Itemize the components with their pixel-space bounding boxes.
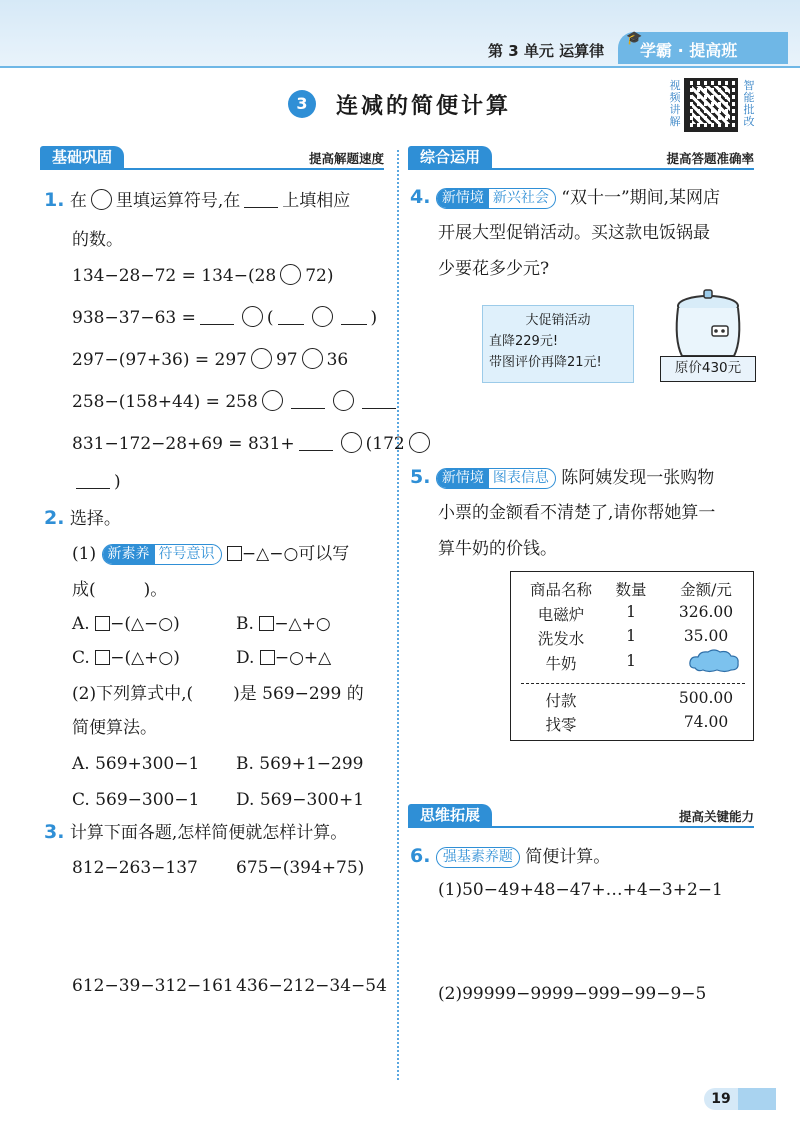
graduation-cap-icon: 🎓 bbox=[626, 31, 643, 46]
payment-amount: 500.00 bbox=[678, 689, 734, 707]
item-amount: 326.00 bbox=[678, 603, 734, 621]
tag-badge bbox=[102, 544, 222, 565]
option-2b[interactable]: B. 569+1−299 bbox=[236, 754, 364, 774]
shopping-receipt bbox=[510, 571, 754, 741]
promo-line: 直降229元! bbox=[489, 334, 559, 349]
square-icon bbox=[95, 650, 110, 665]
q4-line3: 少要花多少元? bbox=[438, 259, 550, 279]
answer-circle[interactable] bbox=[91, 189, 112, 210]
badge-main: 新素养 bbox=[103, 545, 155, 564]
q5-line1 bbox=[410, 465, 714, 490]
question-number: 5. bbox=[410, 466, 431, 488]
option-label: C. bbox=[72, 648, 96, 668]
expr-text: 938−37−63 = bbox=[72, 308, 196, 328]
badge-sub: 符号意识 bbox=[158, 546, 215, 562]
section-extend bbox=[408, 804, 754, 828]
item-name: 牛奶 bbox=[545, 655, 577, 673]
receipt-payment bbox=[511, 689, 755, 713]
receipt-row bbox=[511, 603, 755, 627]
answer-circle[interactable] bbox=[409, 432, 430, 453]
q2-text: (2)下列算式中,( bbox=[72, 684, 194, 704]
answer-blank[interactable] bbox=[299, 433, 333, 451]
q1-line2: 的数。 bbox=[72, 230, 123, 250]
q3-title bbox=[44, 820, 347, 845]
q2-title bbox=[44, 506, 121, 531]
expr-text: 36 bbox=[326, 350, 349, 370]
item-qty: 1 bbox=[626, 652, 636, 670]
q2-text: )是 569−299 的 bbox=[233, 684, 364, 704]
section-tag: 基础巩固 bbox=[40, 146, 124, 168]
qr-code-icon[interactable] bbox=[684, 78, 738, 132]
q3-title-text: 计算下面各题,怎样简便就怎样计算。 bbox=[69, 823, 348, 843]
q5-line2: 小票的金额看不清楚了,请你帮她算一 bbox=[438, 503, 716, 523]
expr-text: ) bbox=[114, 472, 121, 492]
part-number: (1) bbox=[72, 544, 97, 564]
q1-expr5 bbox=[72, 432, 434, 456]
q6-title-text: 简便计算。 bbox=[525, 847, 611, 867]
answer-blank[interactable] bbox=[291, 391, 325, 409]
q1-expr4 bbox=[72, 390, 400, 414]
header-divider bbox=[0, 66, 800, 68]
lesson-number: 3 bbox=[288, 90, 316, 118]
q2-text: )。 bbox=[143, 580, 168, 600]
header-amount: 金额/元 bbox=[680, 581, 732, 599]
item-qty: 1 bbox=[626, 627, 636, 645]
answer-circle[interactable] bbox=[280, 264, 301, 285]
question-number: 1. bbox=[44, 189, 65, 211]
q1-expr5-cont bbox=[72, 470, 121, 494]
q1-line1 bbox=[44, 188, 350, 213]
answer-circle[interactable] bbox=[242, 306, 263, 327]
section-tag: 综合运用 bbox=[408, 146, 492, 168]
brand-banner bbox=[618, 32, 788, 64]
option-b[interactable] bbox=[236, 612, 331, 636]
change-label: 找零 bbox=[545, 716, 577, 734]
question-number: 6. bbox=[410, 845, 431, 867]
option-2a[interactable]: A. 569+300−1 bbox=[72, 754, 200, 774]
q6-title bbox=[410, 844, 610, 869]
square-icon bbox=[259, 616, 274, 631]
q1-text: 在 bbox=[69, 191, 87, 211]
option-text: −(△+○) bbox=[110, 648, 180, 668]
answer-circle[interactable] bbox=[251, 348, 272, 369]
q6-part1: (1)50−49+48−47+…+4−3+2−1 bbox=[438, 880, 723, 900]
section-subtitle: 提高答题准确率 bbox=[666, 151, 754, 166]
option-text: −△+○ bbox=[274, 614, 331, 634]
expr-text: ) bbox=[370, 308, 378, 328]
header-name: 商品名称 bbox=[529, 581, 592, 599]
q2-text: −△−○可以写 bbox=[241, 544, 350, 564]
lesson-title: 连减的简便计算 bbox=[336, 94, 512, 119]
answer-circle[interactable] bbox=[341, 432, 362, 453]
q1-expr2 bbox=[72, 306, 377, 330]
q2-text: 成( bbox=[72, 580, 96, 600]
unit-label: 第 3 单元 运算律 bbox=[488, 42, 605, 60]
page-number: 19 bbox=[704, 1088, 738, 1110]
square-icon bbox=[260, 650, 275, 665]
payment-label: 付款 bbox=[545, 692, 577, 710]
q3-expr4: 436−212−34−54 bbox=[236, 976, 387, 996]
promo-box bbox=[482, 305, 634, 383]
item-name: 洗发水 bbox=[537, 630, 585, 648]
option-2d[interactable]: D. 569−300+1 bbox=[236, 790, 365, 810]
page-number-strip bbox=[738, 1088, 776, 1110]
expr-text: 97 bbox=[275, 350, 298, 370]
expr-text: 134−28−72 = 134−(28 bbox=[72, 266, 277, 286]
option-label: A. bbox=[72, 614, 96, 634]
answer-blank[interactable] bbox=[341, 307, 367, 325]
item-amount: 35.00 bbox=[683, 627, 729, 645]
answer-circle[interactable] bbox=[312, 306, 333, 327]
answer-blank[interactable] bbox=[362, 391, 396, 409]
expr-text: 72) bbox=[305, 266, 334, 286]
option-a[interactable] bbox=[72, 612, 180, 636]
q4-text: “双十一”期间,某网店 bbox=[561, 188, 721, 208]
q1-expr3 bbox=[72, 348, 348, 372]
section-rule bbox=[408, 826, 754, 828]
ink-smudge-icon bbox=[687, 648, 741, 674]
q2-part2 bbox=[72, 682, 364, 706]
q3-expr3: 612−39−312−161 bbox=[72, 976, 234, 996]
receipt-header bbox=[511, 578, 755, 602]
square-icon bbox=[227, 546, 242, 561]
question-number: 2. bbox=[44, 507, 65, 529]
section-apply bbox=[408, 146, 754, 170]
option-d[interactable] bbox=[236, 646, 331, 670]
original-price-tag: 原价430元 bbox=[660, 356, 756, 382]
option-label: B. bbox=[236, 614, 260, 634]
section-subtitle: 提高关键能力 bbox=[678, 809, 754, 824]
option-2c[interactable]: C. 569−300−1 bbox=[72, 790, 200, 810]
brand-name: 学霸 · 提高班 bbox=[640, 41, 738, 60]
q4-line1 bbox=[410, 185, 720, 210]
change-amount: 74.00 bbox=[683, 713, 729, 731]
qr-label-grading: 智能批改 bbox=[743, 79, 755, 128]
section-rule bbox=[408, 168, 754, 170]
q5-line3: 算牛奶的价钱。 bbox=[438, 539, 557, 559]
receipt-change bbox=[511, 713, 755, 737]
option-text: −○+△ bbox=[274, 648, 332, 668]
header-qty: 数量 bbox=[615, 581, 647, 599]
option-label: D. bbox=[236, 648, 260, 668]
answer-blank[interactable] bbox=[200, 307, 234, 325]
square-icon bbox=[95, 616, 110, 631]
section-basic bbox=[40, 146, 384, 170]
expr-text: (172 bbox=[365, 434, 405, 454]
option-c[interactable] bbox=[72, 646, 180, 670]
q1-text: 里填运算符号,在 bbox=[115, 191, 241, 211]
q4-line2: 开展大型促销活动。买这款电饭锅最 bbox=[438, 223, 710, 243]
section-rule bbox=[40, 168, 384, 170]
q2-part1-cont bbox=[72, 578, 167, 602]
q1-expr1 bbox=[72, 264, 333, 288]
answer-blank[interactable] bbox=[244, 190, 278, 208]
q2-title-text: 选择。 bbox=[69, 509, 121, 529]
question-number: 4. bbox=[410, 186, 431, 208]
column-divider bbox=[397, 150, 399, 1080]
answer-circle[interactable] bbox=[302, 348, 323, 369]
badge-main: 新情境 bbox=[437, 189, 489, 208]
tag-badge bbox=[436, 468, 556, 489]
badge-sub: 图表信息 bbox=[492, 470, 549, 486]
section-subtitle: 提高解题速度 bbox=[308, 151, 384, 166]
q1-text: 上填相应 bbox=[282, 191, 351, 211]
tag-badge bbox=[436, 188, 556, 209]
receipt-separator bbox=[521, 683, 745, 684]
answer-blank[interactable] bbox=[76, 471, 110, 489]
badge-main: 新情境 bbox=[437, 469, 489, 488]
answer-circle[interactable] bbox=[333, 390, 354, 411]
qr-label-video: 视频讲解 bbox=[669, 79, 681, 128]
expr-text: ( bbox=[266, 308, 274, 328]
expr-text: 258−(158+44) = 258 bbox=[72, 392, 258, 412]
answer-blank[interactable] bbox=[278, 307, 304, 325]
question-number: 3. bbox=[44, 821, 65, 843]
section-tag: 思维拓展 bbox=[408, 804, 492, 826]
item-qty: 1 bbox=[626, 603, 636, 621]
q2-part2-cont: 简便算法。 bbox=[72, 718, 157, 738]
promo-title: 大促销活动 bbox=[525, 313, 591, 328]
option-text: −(△−○) bbox=[110, 614, 180, 634]
answer-circle[interactable] bbox=[262, 390, 283, 411]
item-name: 电磁炉 bbox=[537, 606, 585, 624]
q3-expr1: 812−263−137 bbox=[72, 858, 198, 878]
q5-text: 陈阿姨发现一张购物 bbox=[561, 468, 715, 488]
tag-badge: 强基素养题 bbox=[436, 847, 520, 868]
q3-expr2: 675−(394+75) bbox=[236, 858, 365, 878]
q6-part2: (2)99999−9999−999−99−9−5 bbox=[438, 984, 707, 1004]
expr-text: 831−172−28+69 = 831+ bbox=[72, 434, 295, 454]
q2-part1 bbox=[72, 542, 349, 566]
badge-sub: 新兴社会 bbox=[492, 190, 549, 206]
promo-line: 带图评价再降21元! bbox=[489, 355, 602, 370]
expr-text: 297−(97+36) = 297 bbox=[72, 350, 247, 370]
